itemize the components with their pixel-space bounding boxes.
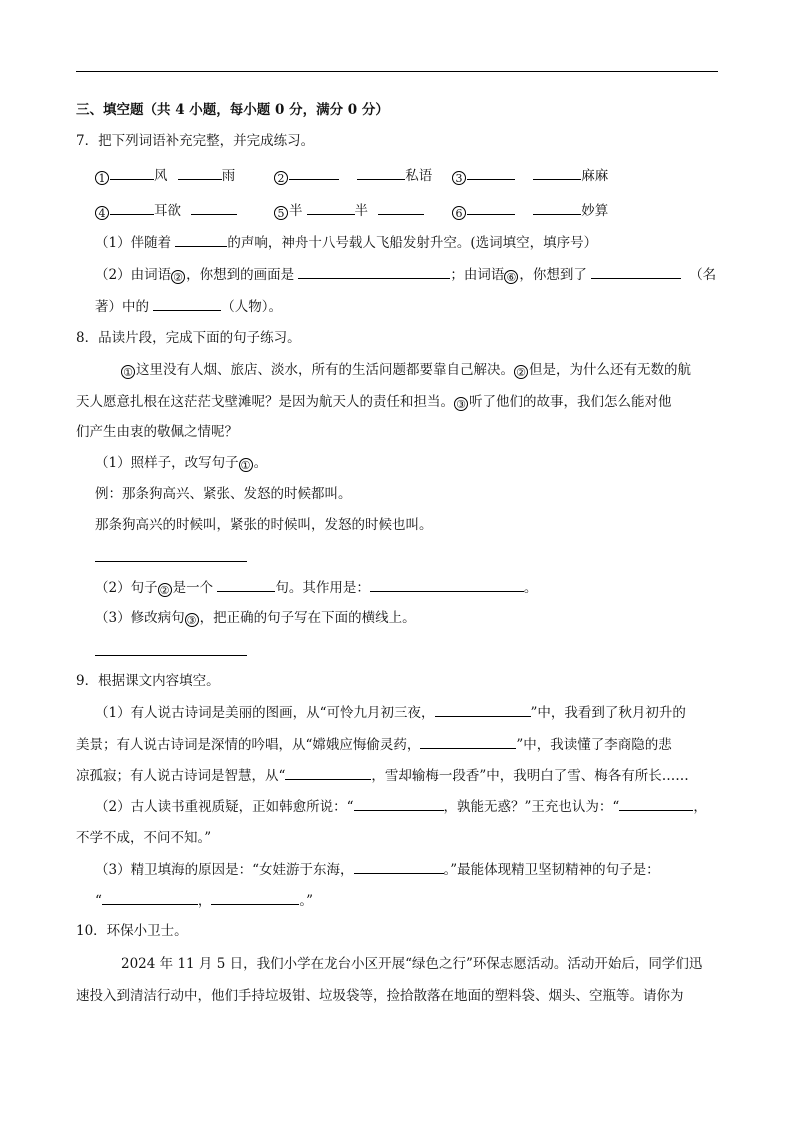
fill-blank[interactable] bbox=[211, 890, 299, 905]
fill-blank[interactable] bbox=[533, 165, 581, 180]
fill-blank[interactable] bbox=[378, 200, 424, 215]
fill-blank[interactable] bbox=[110, 200, 154, 215]
fill-blank[interactable] bbox=[354, 796, 444, 811]
circled-number: 1 bbox=[95, 171, 109, 185]
q8-stem: 8．品读片段，完成下面的句子练习。 bbox=[76, 330, 301, 346]
fill-blank[interactable] bbox=[591, 264, 681, 279]
fill-blank[interactable] bbox=[191, 200, 237, 215]
q9-stem: 9．根据课文内容填空。 bbox=[76, 673, 220, 689]
section-heading: 三、填空题（共 4 小题，每小题 0 分，满分 0 分） bbox=[76, 102, 389, 118]
header-rule bbox=[76, 71, 718, 72]
circled-number: 3 bbox=[452, 171, 466, 185]
q10-para-line2: 速投入到清洁行动中，他们手持垃圾钳、垃圾袋等，捡拾散落在地面的塑料袋、烟头、空瓶等。请你为 bbox=[76, 988, 684, 1004]
fill-blank[interactable] bbox=[467, 200, 515, 215]
q7-sub2-line1: （2）由词语 ② ，你想到的画面是 ；由词语 ⑥ ，你想到了 （名 bbox=[95, 264, 716, 285]
q8-passage-line1: ① 这里没有人烟、旅店、淡水，所有的生活问题都要靠自己解决。 ② 但是，为什么还有无数的航 bbox=[121, 360, 691, 380]
q7-item-1: 1 风 雨 bbox=[95, 165, 235, 186]
fill-blank[interactable] bbox=[619, 796, 693, 811]
q8-sub3: （3）修改病句 ③ ，把正确的句子写在下面的横线上。 bbox=[95, 610, 416, 627]
q7-sub2-line2: 著）中的 （人物）。 bbox=[95, 296, 282, 317]
answer-line[interactable] bbox=[95, 561, 247, 562]
fill-blank[interactable] bbox=[285, 765, 371, 780]
q7-stem: 7．把下列词语补充完整，并完成练习。 bbox=[76, 133, 315, 149]
fill-blank[interactable] bbox=[217, 577, 275, 592]
q7-item-3: 3 麻麻 bbox=[452, 165, 608, 186]
fill-blank[interactable] bbox=[298, 264, 450, 279]
q7-item-5: 5 半 半 bbox=[274, 200, 424, 221]
fill-blank[interactable] bbox=[175, 232, 227, 247]
q8-sub2: （2）句子 ② 是一个 句。其作用是： 。 bbox=[95, 577, 537, 598]
fill-blank[interactable] bbox=[370, 577, 524, 592]
q9-line5: 不学不成，不问不知。” bbox=[76, 830, 212, 846]
fill-blank[interactable] bbox=[289, 165, 339, 180]
circled-number: 4 bbox=[95, 206, 109, 220]
q10-para-line1: 2024 年 11 月 5 日，我们小学在龙台小区开展“绿色之行”环保志愿活动。活动开始后，同学们迅 bbox=[121, 956, 703, 972]
q8-example: 例：那条狗高兴、紧张、发怒的时候都叫。 bbox=[95, 486, 352, 502]
circled-number: 5 bbox=[274, 206, 288, 220]
fill-blank[interactable] bbox=[102, 890, 198, 905]
q9-line4: （2）古人读书重视质疑，正如韩愈所说：“ ，孰能无惑？”王充也认为：“ ， bbox=[95, 796, 707, 817]
fill-blank[interactable] bbox=[110, 165, 154, 180]
fill-blank[interactable] bbox=[357, 165, 405, 180]
q7-item-6: 6 妙算 bbox=[452, 200, 608, 221]
fill-blank[interactable] bbox=[354, 859, 444, 874]
fill-blank[interactable] bbox=[178, 165, 222, 180]
q10-stem: 10．环保小卫士。 bbox=[76, 923, 188, 939]
q9-line1: （1）有人说古诗词是美丽的图画，从“可怜九月初三夜， ”中，我看到了秋月初升的 bbox=[95, 702, 686, 723]
fill-blank[interactable] bbox=[420, 734, 516, 749]
q7-item-2: 2 私语 bbox=[274, 165, 432, 186]
fill-blank[interactable] bbox=[435, 702, 531, 717]
fill-blank[interactable] bbox=[467, 165, 515, 180]
fill-blank[interactable] bbox=[307, 200, 355, 215]
q8-example2: 那条狗高兴的时候叫，紧张的时候叫，发怒的时候也叫。 bbox=[95, 517, 433, 533]
answer-line[interactable] bbox=[95, 655, 247, 656]
q7-sub1: （1）伴随着 的声响，神舟十八号载人飞船发射升空。(选词填空，填序号） bbox=[95, 232, 597, 253]
fill-blank[interactable] bbox=[153, 296, 221, 311]
circled-number: 2 bbox=[274, 171, 288, 185]
circled-number: 6 bbox=[452, 206, 466, 220]
q7-item-4: 4 耳欲 bbox=[95, 200, 237, 221]
q9-line2: 美景；有人说古诗词是深情的吟唱，从“嫦娥应悔偷灵药， ”中，我读懂了李商隐的悲 bbox=[76, 734, 672, 755]
fill-blank[interactable] bbox=[533, 200, 581, 215]
q8-passage-line3: 们产生由衷的敬佩之情呢？ bbox=[76, 424, 238, 440]
q9-line7: “ ， 。” bbox=[95, 890, 313, 911]
q9-line3: 凉孤寂；有人说古诗词是智慧，从“ ，雪却输梅一段香”中，我明白了雪、梅各有所长…… bbox=[76, 765, 689, 786]
q8-passage-line2: 天人愿意扎根在这茫茫戈壁滩呢？是因为航天人的责任和担当。 ③ 听了他们的故事，我们怎么能对他 bbox=[76, 394, 672, 411]
q8-sub1: （1）照样子，改写句子 ① 。 bbox=[95, 455, 268, 472]
q9-line6: （3）精卫填海的原因是：“女娃游于东海， 。”最能体现精卫坚韧精神的句子是： bbox=[95, 859, 660, 880]
